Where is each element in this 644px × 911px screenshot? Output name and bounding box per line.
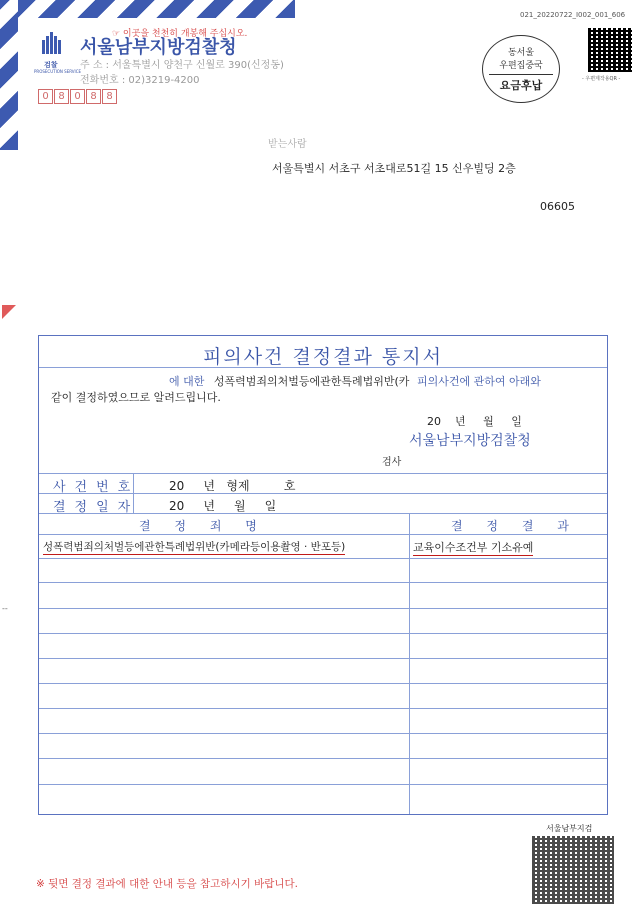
result-column-header: 결 정 결 과 bbox=[451, 519, 579, 533]
charge-value: 성폭력범죄의처벌등에관한특례법위반(카메라등이용촬영 · 반포등) bbox=[43, 541, 346, 553]
decision-notice-form bbox=[38, 335, 608, 815]
fold-mark bbox=[2, 305, 16, 319]
logo-text: 검찰 bbox=[44, 61, 58, 69]
sender-name: 서울남부지방검찰청 bbox=[80, 37, 237, 58]
case-no-label: 사건번호 bbox=[53, 480, 140, 495]
charge-column-header: 결 정 죄 명 bbox=[139, 519, 267, 533]
form-title: 피의사건 결정결과 통지서 bbox=[203, 346, 443, 368]
footer-barcode bbox=[532, 836, 614, 904]
postage-postmark: 동서울 우편집중국 요금후납 bbox=[482, 35, 560, 103]
open-notice: ☞ 이곳을 천천히 개봉해 주십시오. bbox=[112, 29, 248, 39]
postal-qr-code bbox=[588, 28, 632, 72]
sender-address: 주 소 : 서울특별시 양천구 신월로 390(신정동) bbox=[80, 60, 284, 71]
decision-date-value: 20 년 월 일 bbox=[169, 499, 277, 513]
decision-date-label: 결정일자 bbox=[53, 500, 140, 515]
date-line: 20 년 월 일 bbox=[427, 415, 522, 428]
sender-zip: 0 8 0 8 8 bbox=[38, 84, 118, 104]
recipient-label: 받는사람 bbox=[268, 139, 307, 150]
recipient-zip: 06605 bbox=[540, 200, 575, 213]
recipient-address: 서울특별시 서초구 서초대로51길 15 신우빌딩 2층 bbox=[272, 162, 516, 175]
prosecution-logo bbox=[42, 32, 72, 62]
case-no-value: 20 년 형제 호 bbox=[169, 479, 296, 493]
result-value: 교육이수조건부 기소유예 bbox=[413, 541, 534, 554]
intro-line-1: 에 대한 성폭력범죄의처벌등에관한특례법위반(카 피의사건에 관하여 아래와 bbox=[169, 375, 541, 388]
prosecutor-label: 검사 bbox=[382, 457, 402, 468]
footer-qr-label: 서울남부지검 bbox=[546, 824, 593, 833]
qr-caption: - 우편제작용QR - bbox=[582, 76, 621, 82]
office-name: 서울남부지방검찰청 bbox=[409, 433, 531, 449]
sender-phone: 전화번호 : 02)3219-4200 bbox=[80, 75, 200, 86]
document-id: 021_20220722_I002_001_606 bbox=[520, 11, 626, 19]
logo-subtext: PROSECUTION SERVICE bbox=[34, 69, 82, 74]
envelope-stripe-top bbox=[0, 0, 295, 18]
footer-note: ※ 뒷면 결정 결과에 대한 안내 등을 참고하시기 바랍니다. bbox=[36, 878, 298, 890]
intro-line-2: 같이 결정하였으므로 알려드립니다. bbox=[51, 391, 221, 404]
envelope-stripe-left bbox=[0, 0, 18, 150]
side-mark: -- bbox=[2, 604, 8, 613]
